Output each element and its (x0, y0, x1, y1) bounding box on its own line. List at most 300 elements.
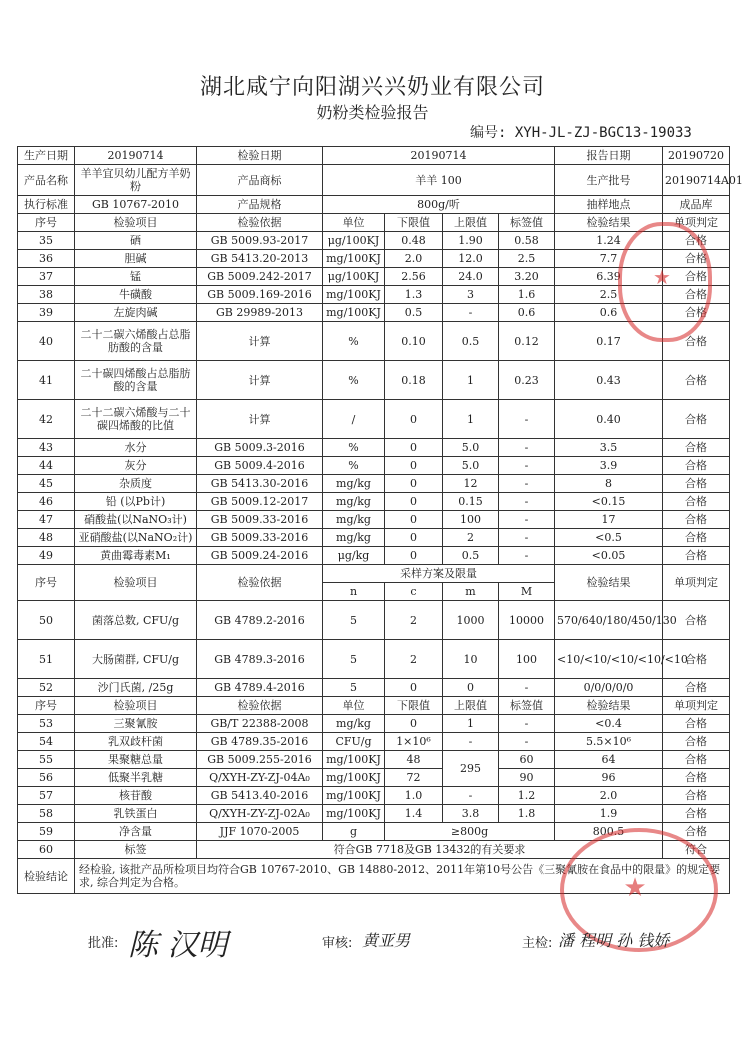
cell: 5 (323, 679, 385, 697)
cell: 0 (385, 511, 443, 529)
report-title: 奶粉类检验报告 (316, 103, 429, 122)
col-header: 序号 (18, 565, 75, 601)
company-name: 湖北咸宁向阳湖兴兴奶业有限公司 (199, 75, 545, 100)
document-number: 编号: XYH-JL-ZJ-BGC13-19033 (470, 125, 692, 141)
cell: μg/kg (323, 547, 385, 565)
cell: 53 (18, 715, 75, 733)
col-header: m (443, 583, 499, 601)
inspect-label: 主检: (522, 936, 553, 951)
col-header: 序号 (18, 214, 75, 232)
cell: mg/kg (323, 475, 385, 493)
table-row (18, 457, 730, 475)
cell: 5.0 (443, 457, 499, 475)
cell: - (499, 679, 555, 697)
table-row (18, 529, 730, 547)
cell: 47 (18, 511, 75, 529)
cell: mg/100KJ (323, 304, 385, 322)
cell: 7.7 (555, 250, 663, 268)
cell: 17 (555, 511, 663, 529)
cell: GB 5009.33-2016 (197, 511, 323, 529)
cell: 570/640/180/450/130 (555, 601, 663, 640)
cell: 合格 (663, 400, 730, 439)
cell: 55 (18, 751, 75, 769)
cell: 1.2 (499, 787, 555, 805)
cell: 5.5×10⁶ (555, 733, 663, 751)
cell: GB 5009.3-2016 (197, 439, 323, 457)
cell: 0 (385, 475, 443, 493)
cell: 44 (18, 457, 75, 475)
cell: 0 (443, 679, 499, 697)
cell: 0.40 (555, 400, 663, 439)
cell: 计算 (197, 400, 323, 439)
cell: mg/100KJ (323, 787, 385, 805)
col-header: c (385, 583, 443, 601)
cell: 36 (18, 250, 75, 268)
cell: GB 5413.30-2016 (197, 475, 323, 493)
cell: 2.56 (385, 268, 443, 286)
cell: 3.20 (499, 268, 555, 286)
cell: % (323, 322, 385, 361)
info-value: GB 10767-2010 (75, 196, 197, 214)
cell: <0.15 (555, 493, 663, 511)
table-row (18, 601, 730, 640)
cell: 合格 (663, 823, 730, 841)
cell: 2 (385, 640, 443, 679)
cell: 2.0 (555, 787, 663, 805)
cell: 0.10 (385, 322, 443, 361)
cell: 合格 (663, 475, 730, 493)
col-header: 检验项目 (75, 565, 197, 601)
info-label: 报告日期 (555, 147, 663, 165)
cell: % (323, 457, 385, 475)
col-header: 标签值 (499, 214, 555, 232)
col-header: 检验依据 (197, 565, 323, 601)
table-row (18, 715, 730, 733)
cell: 灰分 (75, 457, 197, 475)
col-header: 检验依据 (197, 214, 323, 232)
cell: % (323, 361, 385, 400)
cell: 0/0/0/0/0 (555, 679, 663, 697)
cell: 0.5 (443, 322, 499, 361)
cell: 合格 (663, 304, 730, 322)
col-header: M (499, 583, 555, 601)
cell: 合格 (663, 268, 730, 286)
cell: 二十碳四烯酸占总脂肪酸的含量 (75, 361, 197, 400)
cell: <0.5 (555, 529, 663, 547)
cell: 1 (443, 400, 499, 439)
cell: Q/XYH-ZY-ZJ-04A₀ (197, 769, 323, 787)
cell: 合格 (663, 733, 730, 751)
cell: 12 (443, 475, 499, 493)
cell: 菌落总数, CFU/g (75, 601, 197, 640)
cell: - (499, 547, 555, 565)
cell: 40 (18, 322, 75, 361)
cell: 黄曲霉毒素M₁ (75, 547, 197, 565)
col-header: 单项判定 (663, 565, 730, 601)
cell: 0 (385, 715, 443, 733)
cell: 51 (18, 640, 75, 679)
cell: 0 (385, 547, 443, 565)
table-row (18, 787, 730, 805)
cell: 38 (18, 286, 75, 304)
cell: GB 4789.2-2016 (197, 601, 323, 640)
cell: 56 (18, 769, 75, 787)
conclusion-label: 检验结论 (18, 859, 75, 894)
cell: 0 (385, 493, 443, 511)
cell: 合格 (663, 322, 730, 361)
cell: 1000 (443, 601, 499, 640)
cell: 0.5 (385, 304, 443, 322)
cell: 合格 (663, 787, 730, 805)
cell: 0.5 (443, 547, 499, 565)
col-header: 检验结果 (555, 697, 663, 715)
cell: 符合 (663, 841, 730, 859)
cell: 52 (18, 679, 75, 697)
cell: 49 (18, 547, 75, 565)
cell: <0.4 (555, 715, 663, 733)
table-row (18, 400, 730, 439)
cell: 5 (323, 640, 385, 679)
cell: 5 (323, 601, 385, 640)
cell: - (443, 733, 499, 751)
cell: 0 (385, 400, 443, 439)
cell: 二十二碳六烯酸占总脂肪酸的含量 (75, 322, 197, 361)
cell: 100 (499, 640, 555, 679)
cell: 0 (385, 529, 443, 547)
cell: 1.9 (555, 805, 663, 823)
table-row (18, 547, 730, 565)
cell: 1.3 (385, 286, 443, 304)
table-row (18, 493, 730, 511)
cell: 沙门氏菌, /25g (75, 679, 197, 697)
cell: mg/100KJ (323, 286, 385, 304)
cell: % (323, 439, 385, 457)
cell: 合格 (663, 286, 730, 304)
info-value: 羊羊 100 (323, 165, 555, 196)
cell: 胆碱 (75, 250, 197, 268)
info-value: 成品库 (663, 196, 730, 214)
cell: 1 (443, 715, 499, 733)
cell: 12.0 (443, 250, 499, 268)
info-row (18, 165, 730, 196)
cell: 58 (18, 805, 75, 823)
cell: 57 (18, 787, 75, 805)
cell: 2.0 (385, 250, 443, 268)
cell: 0 (385, 439, 443, 457)
cell: mg/100KJ (323, 769, 385, 787)
cell: 硝酸盐(以NaNO₃计) (75, 511, 197, 529)
col-header: 上限值 (443, 214, 499, 232)
cell: - (499, 529, 555, 547)
cell: 0.6 (555, 304, 663, 322)
cell: CFU/g (323, 733, 385, 751)
cell: GB 5413.20-2013 (197, 250, 323, 268)
cell: mg/kg (323, 493, 385, 511)
info-value: 20190720 (663, 147, 730, 165)
cell: GB 5009.12-2017 (197, 493, 323, 511)
cell: 锰 (75, 268, 197, 286)
cell: 800.5 (555, 823, 663, 841)
cell: 符合GB 7718及GB 13432的有关要求 (197, 841, 663, 859)
table-row (18, 805, 730, 823)
info-label: 抽样地点 (555, 196, 663, 214)
cell: - (499, 457, 555, 475)
cell: 0.12 (499, 322, 555, 361)
cell: mg/100KJ (323, 805, 385, 823)
cell: 6.39 (555, 268, 663, 286)
cell: 3 (443, 286, 499, 304)
cell: 1 (443, 361, 499, 400)
col-header: 下限值 (385, 697, 443, 715)
info-label: 产品商标 (197, 165, 323, 196)
cell: - (499, 439, 555, 457)
table-row (18, 751, 730, 769)
cell: ≥800g (385, 823, 555, 841)
cell: GB 4789.4-2016 (197, 679, 323, 697)
cell: 乳铁蛋白 (75, 805, 197, 823)
cell: - (499, 511, 555, 529)
cell: 标签 (75, 841, 197, 859)
cell: mg/kg (323, 529, 385, 547)
cell: GB 5009.24-2016 (197, 547, 323, 565)
cell: 100 (443, 511, 499, 529)
col-header: 检验项目 (75, 697, 197, 715)
cell: 亚硝酸盐(以NaNO₂计) (75, 529, 197, 547)
cell: 0 (385, 457, 443, 475)
cell: 1.0 (385, 787, 443, 805)
cell: 3.9 (555, 457, 663, 475)
cell: 64 (555, 751, 663, 769)
cell: GB 5009.93-2017 (197, 232, 323, 250)
col-header: 序号 (18, 697, 75, 715)
cell: 合格 (663, 361, 730, 400)
cell: 1.90 (443, 232, 499, 250)
cell: 牛磺酸 (75, 286, 197, 304)
svg-text:★: ★ (623, 873, 647, 903)
cell: 合格 (663, 805, 730, 823)
cell: 合格 (663, 601, 730, 640)
cell: 0.58 (499, 232, 555, 250)
info-label: 产品名称 (18, 165, 75, 196)
cell: 合格 (663, 232, 730, 250)
cell: 43 (18, 439, 75, 457)
info-label: 生产批号 (555, 165, 663, 196)
cell: 0.17 (555, 322, 663, 361)
cell: 合格 (663, 679, 730, 697)
cell: 合格 (663, 640, 730, 679)
cell: 96 (555, 769, 663, 787)
approve-label: 批准: (88, 936, 119, 951)
cell: 乳双歧杆菌 (75, 733, 197, 751)
col-header: 下限值 (385, 214, 443, 232)
info-label: 检验日期 (197, 147, 323, 165)
col-header: 采样方案及限量 (323, 565, 555, 583)
cell: <0.05 (555, 547, 663, 565)
cell: 合格 (663, 769, 730, 787)
cell: 37 (18, 268, 75, 286)
cell: 0.43 (555, 361, 663, 400)
cell: 2 (385, 601, 443, 640)
section3-header-row (18, 697, 730, 715)
cell: g (323, 823, 385, 841)
table-row (18, 733, 730, 751)
cell: 计算 (197, 322, 323, 361)
cell: GB 5009.255-2016 (197, 751, 323, 769)
cell: - (499, 715, 555, 733)
cell: μg/100KJ (323, 232, 385, 250)
cell: 54 (18, 733, 75, 751)
cell: <10/<10/<10/<10/<10 (555, 640, 663, 679)
svg-text:★: ★ (653, 265, 671, 289)
cell: 39 (18, 304, 75, 322)
review-signature: 黄亚男 (362, 931, 411, 950)
cell: 45 (18, 475, 75, 493)
cell: 水分 (75, 439, 197, 457)
table-row (18, 640, 730, 679)
cell: 3.8 (443, 805, 499, 823)
cell: 35 (18, 232, 75, 250)
table-row (18, 769, 730, 787)
col-header: 单项判定 (663, 697, 730, 715)
cell: 2.5 (555, 286, 663, 304)
cell: - (443, 304, 499, 322)
cell: 合格 (663, 250, 730, 268)
cell: 48 (385, 751, 443, 769)
cell: 合格 (663, 439, 730, 457)
stamp-star-icon (622, 226, 702, 332)
cell: 2.5 (499, 250, 555, 268)
cell: 0.23 (499, 361, 555, 400)
cell: GB 5009.4-2016 (197, 457, 323, 475)
cell: GB 4789.35-2016 (197, 733, 323, 751)
cell: 42 (18, 400, 75, 439)
info-value: 800g/听 (323, 196, 555, 214)
col-header: 检验结果 (555, 214, 663, 232)
cell: 果聚糖总量 (75, 751, 197, 769)
cell: 计算 (197, 361, 323, 400)
cell: 1.24 (555, 232, 663, 250)
cell: 1.8 (499, 805, 555, 823)
cell: 10000 (499, 601, 555, 640)
cell: 铅 (以Pb计) (75, 493, 197, 511)
review-label: 审核: (322, 936, 353, 951)
cell: GB 5413.40-2016 (197, 787, 323, 805)
section2-body (18, 601, 730, 697)
info-label: 生产日期 (18, 147, 75, 165)
cell: mg/100KJ (323, 751, 385, 769)
cell: 合格 (663, 751, 730, 769)
info-label: 产品规格 (197, 196, 323, 214)
cell: 60 (499, 751, 555, 769)
signature-row (0, 928, 745, 978)
cell: 0 (385, 679, 443, 697)
cell: 1×10⁶ (385, 733, 443, 751)
cell: 295 (443, 751, 499, 787)
cell: 硒 (75, 232, 197, 250)
cell: 10 (443, 640, 499, 679)
cell: GB/T 22388-2008 (197, 715, 323, 733)
cell: 90 (499, 769, 555, 787)
col-header: 上限值 (443, 697, 499, 715)
cell: 低聚半乳糖 (75, 769, 197, 787)
cell: mg/kg (323, 511, 385, 529)
stamp-star-icon (564, 832, 706, 940)
cell: - (499, 400, 555, 439)
cell: 二十二碳六烯酸与二十碳四烯酸的比值 (75, 400, 197, 439)
col-header: 单位 (323, 214, 385, 232)
cell: 5.0 (443, 439, 499, 457)
cell: 8 (555, 475, 663, 493)
cell: GB 4789.3-2016 (197, 640, 323, 679)
cell: 0.6 (499, 304, 555, 322)
cell: / (323, 400, 385, 439)
cell: 2 (443, 529, 499, 547)
cell: 0.18 (385, 361, 443, 400)
col-header: 检验依据 (197, 697, 323, 715)
cell: 50 (18, 601, 75, 640)
cell: 1.4 (385, 805, 443, 823)
cell: 48 (18, 529, 75, 547)
cell: 合格 (663, 457, 730, 475)
cell: mg/100KJ (323, 250, 385, 268)
cell: 0.15 (443, 493, 499, 511)
cell: 大肠菌群, CFU/g (75, 640, 197, 679)
info-label: 执行标准 (18, 196, 75, 214)
cell: - (499, 475, 555, 493)
table-row (18, 361, 730, 400)
cell: 46 (18, 493, 75, 511)
cell: 24.0 (443, 268, 499, 286)
product-inspection-stamp (618, 222, 712, 342)
cell: GB 5009.169-2016 (197, 286, 323, 304)
col-header: 单位 (323, 697, 385, 715)
cell: - (499, 733, 555, 751)
col-header: 单项判定 (663, 214, 730, 232)
cell: 0.48 (385, 232, 443, 250)
cell: 合格 (663, 715, 730, 733)
cell: 41 (18, 361, 75, 400)
cell: GB 5009.242-2017 (197, 268, 323, 286)
approve-signature: 陈 汉明 (128, 928, 228, 963)
cell: 1.6 (499, 286, 555, 304)
cell: 72 (385, 769, 443, 787)
cell: 合格 (663, 547, 730, 565)
cell: GB 5009.33-2016 (197, 529, 323, 547)
cell: - (443, 787, 499, 805)
cell: Q/XYH-ZY-ZJ-02A₀ (197, 805, 323, 823)
cell: 60 (18, 841, 75, 859)
col-header: 检验结果 (555, 565, 663, 601)
col-header: 检验项目 (75, 214, 197, 232)
col-header: 标签值 (499, 697, 555, 715)
table-row (18, 679, 730, 697)
cell: 杂质度 (75, 475, 197, 493)
conclusion-text: 经检验, 该批产品所检项目均符合GB 10767-2010、GB 14880-2012、2011年第10号公告《三聚氰胺在食品中的限量》的规定要求, 综合判定为合格。 (75, 859, 730, 894)
table-row (18, 475, 730, 493)
info-value: 羊羊宜贝幼儿配方羊奶粉 (75, 165, 197, 196)
cell: mg/kg (323, 715, 385, 733)
cell: 合格 (663, 511, 730, 529)
cell: - (499, 493, 555, 511)
cell: JJF 1070-2005 (197, 823, 323, 841)
info-row (18, 196, 730, 214)
info-value: 20190714A01 (663, 165, 730, 196)
cell: 59 (18, 823, 75, 841)
info-row (18, 147, 730, 165)
table-row (18, 439, 730, 457)
info-value: 20190714 (323, 147, 555, 165)
cell: 核苷酸 (75, 787, 197, 805)
